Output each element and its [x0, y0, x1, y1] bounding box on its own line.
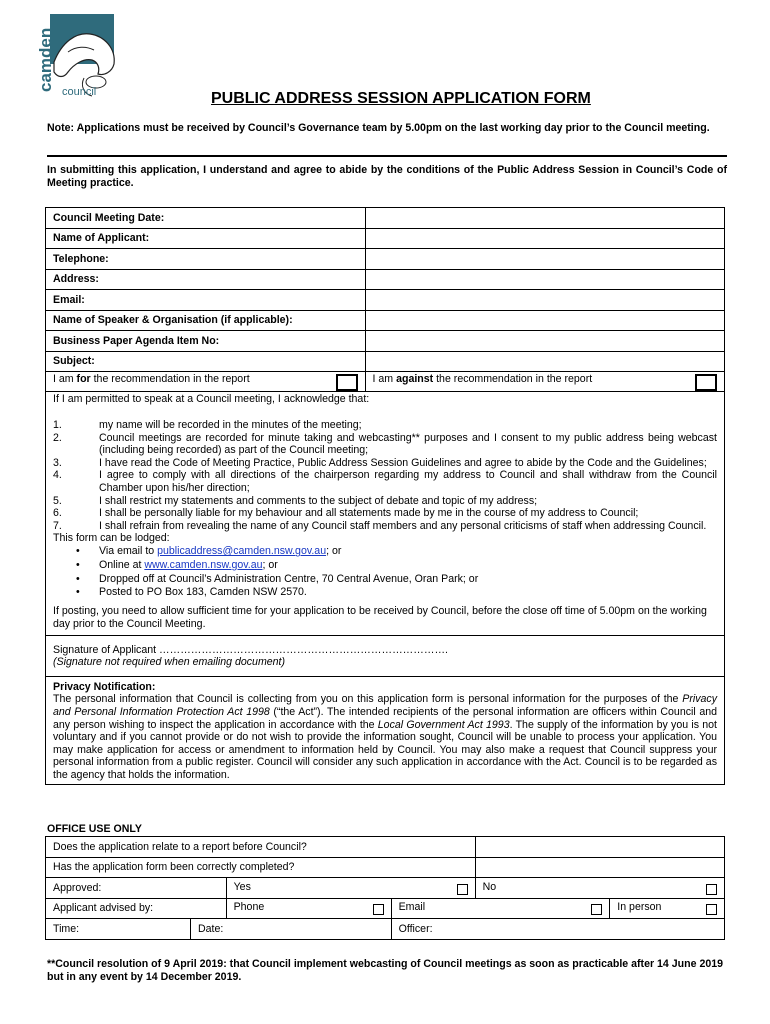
list-text: I shall restrict my statements and comments to the subject of debate and topic of my address; [99, 494, 538, 507]
field-input-speaker-organisation[interactable] [365, 310, 724, 331]
email-link[interactable]: publicaddress@camden.nsw.gov.au [157, 545, 327, 558]
stance-against-pre: I am [372, 372, 397, 385]
list-number: 1. [53, 419, 62, 431]
lodging-online-post: ; or [262, 558, 278, 571]
list-number: 5. [53, 494, 62, 507]
list-item [53, 469, 717, 494]
list-text: my name will be recorded in the minutes of the meeting; [99, 419, 362, 431]
advised-in-person-label: In person [617, 901, 662, 914]
privacy-heading: Privacy Notification: [53, 680, 156, 693]
application-form-table [45, 207, 725, 785]
field-label-meeting-date: Council Meeting Date: [46, 208, 366, 229]
stance-against-bold: against [396, 372, 434, 385]
list-item [53, 457, 717, 470]
footer-resolution-note: **Council resolution of 9 April 2019: that Council implement webcasting of Council meetings as soon as practicable after 14 June 2019 but in any event by 14 December 2019. [47, 958, 724, 983]
list-item [53, 432, 717, 457]
lodging-online-pre: Online at [99, 558, 145, 571]
approved-yes-label: Yes [233, 880, 251, 893]
divider [47, 155, 727, 157]
stance-for-bold: for [76, 372, 91, 385]
field-label-agenda-item: Business Paper Agenda Item No: [46, 331, 366, 352]
signature-section[interactable] [46, 635, 725, 676]
local-gov-act-name: Local Government Act 1993 [377, 718, 510, 731]
list-item [53, 520, 717, 533]
stance-for-pre: I am [53, 372, 77, 385]
signature-note: (Signature not required when emailing document) [53, 655, 286, 668]
officer-field[interactable]: Officer: [391, 919, 724, 940]
field-input-applicant-name[interactable] [365, 228, 724, 249]
list-text: Council meetings are recorded for minute taking and webcasting** purposes and I consent to my public address being webcast (including being recorded) as part of the Council meeting; [99, 431, 717, 457]
field-label-speaker-organisation: Name of Speaker & Organisation (if applicable): [46, 310, 366, 331]
advised-email-cell [391, 898, 610, 919]
posting-note: If posting, you need to allow sufficient time for your application to be received by Council, before the close off time of 5.00pm on the working day prior to the Council Meeting. [53, 604, 707, 630]
date-field[interactable]: Date: [191, 919, 392, 940]
advised-email-checkbox[interactable] [591, 904, 602, 915]
stance-against-post: the recommendation in the report [433, 372, 593, 385]
website-link[interactable]: www.camden.nsw.gov.au [144, 558, 263, 571]
logo-word: camden [36, 27, 55, 92]
approved-no-checkbox[interactable] [706, 884, 717, 895]
office-q1-label: Does the application relate to a report before Council? [46, 837, 476, 858]
field-label-telephone: Telephone: [46, 249, 366, 270]
stance-against-cell [365, 372, 724, 392]
list-item [53, 419, 717, 432]
list-text: I agree to comply with all directions of the chairperson regarding my address to Council and shall withdraw from the Council Chamber upon his/her direction; [99, 469, 717, 494]
field-input-agenda-item[interactable] [365, 331, 724, 352]
stance-for-post: the recommendation in the report [90, 372, 250, 385]
office-use-title: OFFICE USE ONLY [47, 823, 142, 835]
approved-label: Approved: [46, 878, 227, 899]
field-label-applicant-name: Name of Applicant: [46, 228, 366, 249]
lodging-intro: This form can be lodged: [53, 532, 170, 545]
list-number: 7. [53, 519, 62, 532]
list-text: I have read the Code of Meeting Practice, Public Address Session Guidelines and agree to abide by the Code and the Guidelines; [99, 456, 707, 469]
field-input-meeting-date[interactable] [365, 208, 724, 229]
list-item [53, 495, 717, 508]
list-number: 6. [53, 507, 62, 520]
advised-in-person-cell [610, 898, 725, 919]
office-q2-answer[interactable] [475, 857, 724, 878]
advised-email-label: Email [398, 901, 426, 914]
lodging-post: • Posted to PO Box 183, Camden NSW 2570. [53, 586, 717, 600]
field-label-subject: Subject: [46, 351, 366, 372]
stance-for-checkbox[interactable] [336, 374, 358, 391]
stance-for-cell [46, 372, 366, 392]
privacy-act-name: Privacy and Personal Information Protection Act 1998 [53, 693, 717, 718]
privacy-text-1: The personal information that Council is collecting from you on this application form is personal information for the purposes of the [53, 693, 683, 706]
field-input-address[interactable] [365, 269, 724, 290]
acknowledgement-list [53, 419, 717, 532]
lodging-email-pre: Via email to [99, 545, 158, 558]
lodging-options-list [53, 545, 717, 599]
list-item [53, 507, 717, 520]
field-label-email: Email: [46, 290, 366, 311]
privacy-text-3: . The supply of the information by you is not voluntary and if you cannot provide or do not wish to provide the information sought, Council will be unable to process your application. You may make application for access or amendment to information held by Council. You may also make a request that Council suppress your personal information from a public register. Council will consider any such application in accordance with the Act. Council is to be regarded as the agency that holds the information. [53, 718, 717, 781]
privacy-text-2: (“the Act”). The intended recipients of the personal information are officers within Council and any person wishing to inspect the application in accordance with the [53, 705, 718, 731]
privacy-section [46, 676, 725, 785]
list-number: 3. [53, 456, 62, 469]
stance-against-checkbox[interactable] [695, 374, 717, 391]
submission-note: Note: Applications must be received by Council’s Governance team by 5.00pm on the last working day prior to the Council meeting. [47, 122, 710, 134]
list-text: I shall be personally liable for my behaviour and all statements made by me in the course of my address to Council; [99, 507, 639, 520]
advised-phone-label: Phone [233, 901, 265, 914]
privacy-text [53, 693, 717, 781]
lodging-dropoff: • Dropped off at Council’s Administration Centre, 70 Central Avenue, Oran Park; or [53, 573, 717, 587]
acknowledgement-section [46, 392, 725, 636]
camden-council-logo [24, 12, 124, 107]
agreement-statement: In submitting this application, I understand and agree to abide by the conditions of the Public Address Session in Council’s Code of Meeting practice. [47, 164, 727, 189]
approved-yes-checkbox[interactable] [457, 884, 468, 895]
lodging-email [53, 545, 717, 559]
office-use-table [45, 836, 725, 940]
approved-no-cell [475, 878, 724, 899]
signature-label: Signature of Applicant ………………………………………………………………………. [53, 643, 448, 656]
lodging-online [53, 559, 717, 573]
office-q1-answer[interactable] [475, 837, 724, 858]
list-text: I shall refrain from revealing the name of any Council staff members and any personal criticisms of staff when addressing Council. [99, 519, 707, 532]
advised-phone-cell [226, 898, 391, 919]
approved-yes-cell [226, 878, 475, 899]
field-input-subject[interactable] [365, 351, 724, 372]
advised-phone-checkbox[interactable] [373, 904, 384, 915]
advised-in-person-checkbox[interactable] [706, 904, 717, 915]
page-title: PUBLIC ADDRESS SESSION APPLICATION FORM [211, 90, 591, 107]
time-field[interactable]: Time: [46, 919, 191, 940]
logo-sub: council [62, 86, 97, 98]
list-number: 4. [53, 469, 62, 482]
field-input-email[interactable] [365, 290, 724, 311]
advised-label: Applicant advised by: [46, 898, 227, 919]
field-label-address: Address: [46, 269, 366, 290]
lodging-email-post: ; or [326, 545, 342, 558]
office-q2-label: Has the application form been correctly completed? [46, 857, 476, 878]
list-number: 2. [53, 431, 62, 444]
field-input-telephone[interactable] [365, 249, 724, 270]
approved-no-label: No [482, 880, 497, 893]
acknowledgement-intro: If I am permitted to speak at a Council meeting, I acknowledge that: [53, 393, 370, 405]
